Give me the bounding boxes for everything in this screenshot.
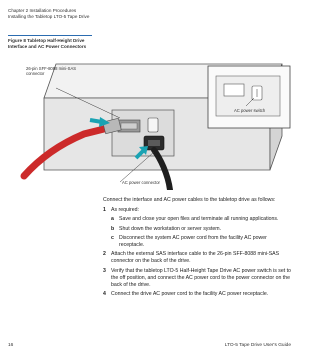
- step-number: 1: [103, 206, 106, 213]
- figure-caption-rule: [8, 35, 92, 36]
- callout-ac-power-switch: AC power switch: [234, 108, 266, 113]
- step-text: Attach the external SAS interface cable to the 26-pin SFF-8088 mini-SAS connector on the back of the drive.: [111, 251, 280, 265]
- substep-a: [111, 216, 291, 223]
- figure-caption: Figure 8 Tabletop Half-Height Drive Interface and AC Power Connectors: [8, 38, 87, 49]
- step-2: [103, 251, 291, 265]
- step-4: [103, 291, 291, 298]
- instructions: [103, 197, 291, 300]
- substep-text: Disconnect the system AC power cord from the facility AC power receptacle.: [119, 235, 267, 249]
- tape-drive-illustration: [20, 58, 292, 190]
- callout-ac-power-connector: AC power connector: [122, 180, 160, 185]
- step-3: [103, 268, 291, 289]
- substep-text: Save and close your open files and terminate all running applications.: [119, 216, 279, 223]
- running-header: [8, 8, 89, 20]
- step-text: As required:: [111, 206, 139, 213]
- substep-c: [111, 235, 291, 249]
- substep-letter: c: [111, 235, 114, 242]
- intro-paragraph: Connect the interface and AC power cables to the tabletop drive as follows:: [103, 197, 276, 203]
- header-chapter: Chapter 2 Installation Procedures: [8, 8, 77, 13]
- step-1: [103, 207, 291, 214]
- page-number: 16: [8, 343, 14, 348]
- step-number: 2: [103, 251, 106, 258]
- guide-title: LTO-5 Tape Drive User's Guide: [224, 343, 291, 348]
- figure-illustration: [20, 58, 292, 190]
- header-section: Installing the Tabletop LTO-5 Tape Drive: [8, 14, 90, 19]
- substep-letter: a: [111, 216, 114, 223]
- power-switch: [148, 118, 158, 132]
- step-number: 4: [103, 290, 106, 297]
- step-text: Verify that the tabletop LTO-5 Half-Height Tape Drive AC power switch is set to the off position, and connect the AC power cord to the power connector on the back of the drive.: [111, 267, 291, 288]
- substep-letter: b: [111, 225, 115, 232]
- step-number: 3: [103, 267, 106, 274]
- step-text: Connect the drive AC power cord to the facility AC power receptacle.: [111, 290, 269, 297]
- substep-text: Shut down the workstation or server system.: [119, 225, 222, 232]
- substep-b: [111, 226, 291, 233]
- callout-sas-connector: 26-pin SFF-8088 mini-SAS connector: [26, 66, 77, 76]
